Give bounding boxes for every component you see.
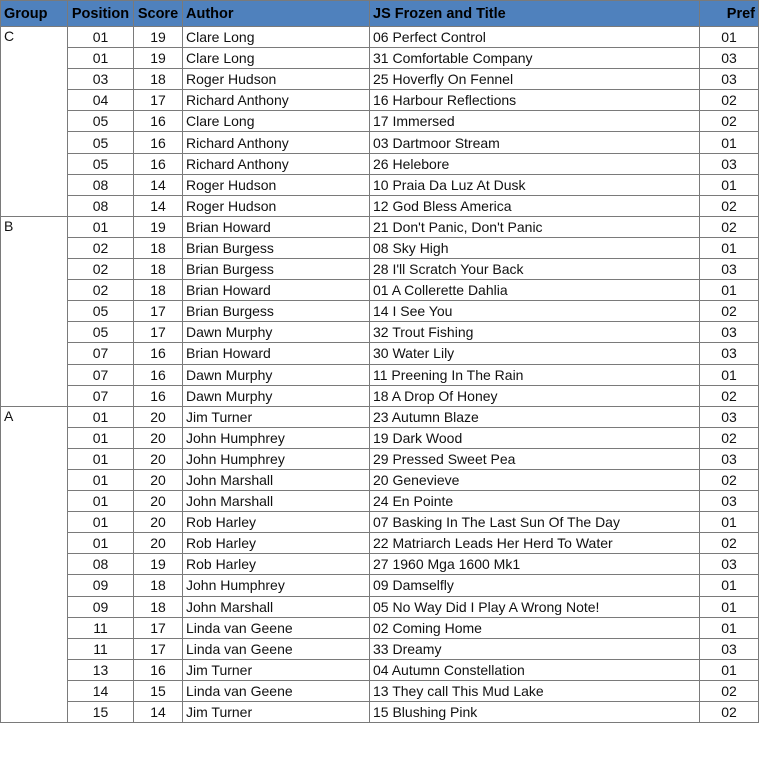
cell-score: 20: [134, 448, 183, 469]
cell-position: 01: [68, 448, 134, 469]
cell-title: 16 Harbour Reflections: [370, 90, 700, 111]
cell-author: Clare Long: [183, 27, 370, 48]
cell-pref: 01: [700, 280, 759, 301]
cell-position: 01: [68, 533, 134, 554]
cell-author: Brian Burgess: [183, 301, 370, 322]
cell-group: [1, 153, 68, 174]
cell-author: John Marshall: [183, 596, 370, 617]
cell-author: Roger Hudson: [183, 174, 370, 195]
cell-title: 30 Water Lily: [370, 343, 700, 364]
cell-group: B: [1, 216, 68, 237]
cell-score: 20: [134, 406, 183, 427]
cell-position: 08: [68, 174, 134, 195]
cell-score: 16: [134, 343, 183, 364]
cell-group: [1, 596, 68, 617]
cell-author: Brian Howard: [183, 280, 370, 301]
cell-pref: 02: [700, 216, 759, 237]
cell-author: Rob Harley: [183, 554, 370, 575]
cell-pref: 02: [700, 195, 759, 216]
cell-group: [1, 469, 68, 490]
cell-pref: 02: [700, 427, 759, 448]
table-row: [1, 617, 759, 638]
cell-position: 07: [68, 364, 134, 385]
cell-pref: 02: [700, 680, 759, 701]
cell-group: [1, 680, 68, 701]
cell-title: 26 Helebore: [370, 153, 700, 174]
cell-author: Richard Anthony: [183, 153, 370, 174]
cell-group: C: [1, 27, 68, 48]
cell-title: 02 Coming Home: [370, 617, 700, 638]
cell-author: John Humphrey: [183, 575, 370, 596]
cell-author: Brian Burgess: [183, 259, 370, 280]
cell-score: 17: [134, 301, 183, 322]
cell-pref: 03: [700, 448, 759, 469]
table-row: [1, 322, 759, 343]
cell-pref: 02: [700, 301, 759, 322]
header-position: Position: [68, 1, 134, 27]
cell-title: 10 Praia Da Luz At Dusk: [370, 174, 700, 195]
table-row: [1, 280, 759, 301]
table-row: [1, 638, 759, 659]
cell-pref: 02: [700, 533, 759, 554]
cell-pref: 01: [700, 512, 759, 533]
table-row: [1, 469, 759, 490]
cell-group: [1, 259, 68, 280]
cell-pref: 01: [700, 174, 759, 195]
cell-author: Dawn Murphy: [183, 322, 370, 343]
cell-pref: 01: [700, 575, 759, 596]
cell-score: 17: [134, 322, 183, 343]
cell-title: 25 Hoverfly On Fennel: [370, 69, 700, 90]
cell-position: 11: [68, 638, 134, 659]
cell-score: 18: [134, 259, 183, 280]
cell-pref: 02: [700, 111, 759, 132]
table-row: [1, 27, 759, 48]
table-row: [1, 364, 759, 385]
cell-score: 16: [134, 132, 183, 153]
cell-score: 16: [134, 111, 183, 132]
cell-group: [1, 512, 68, 533]
table-row: [1, 174, 759, 195]
cell-group: [1, 132, 68, 153]
cell-pref: 02: [700, 702, 759, 723]
cell-pref: 03: [700, 153, 759, 174]
cell-group: [1, 237, 68, 258]
cell-score: 18: [134, 69, 183, 90]
cell-title: 15 Blushing Pink: [370, 702, 700, 723]
table-row: [1, 448, 759, 469]
table-row: [1, 575, 759, 596]
cell-author: Richard Anthony: [183, 132, 370, 153]
cell-group: [1, 301, 68, 322]
cell-position: 01: [68, 406, 134, 427]
cell-group: [1, 69, 68, 90]
cell-position: 05: [68, 111, 134, 132]
cell-position: 04: [68, 90, 134, 111]
cell-position: 02: [68, 259, 134, 280]
cell-author: Brian Howard: [183, 343, 370, 364]
cell-title: 32 Trout Fishing: [370, 322, 700, 343]
table-row: [1, 554, 759, 575]
cell-position: 09: [68, 596, 134, 617]
cell-group: [1, 322, 68, 343]
cell-author: John Marshall: [183, 491, 370, 512]
cell-position: 01: [68, 512, 134, 533]
cell-pref: 01: [700, 237, 759, 258]
cell-position: 01: [68, 216, 134, 237]
cell-position: 03: [68, 69, 134, 90]
cell-position: 02: [68, 237, 134, 258]
table-row: [1, 512, 759, 533]
cell-pref: 03: [700, 406, 759, 427]
cell-score: 19: [134, 27, 183, 48]
cell-pref: 01: [700, 364, 759, 385]
cell-author: Dawn Murphy: [183, 364, 370, 385]
table-body: [1, 27, 759, 723]
cell-position: 07: [68, 385, 134, 406]
cell-score: 16: [134, 153, 183, 174]
cell-pref: 01: [700, 617, 759, 638]
cell-group: [1, 195, 68, 216]
table-row: [1, 680, 759, 701]
table-row: [1, 702, 759, 723]
cell-position: 01: [68, 491, 134, 512]
cell-author: Brian Howard: [183, 216, 370, 237]
cell-group: [1, 385, 68, 406]
cell-title: 27 1960 Mga 1600 Mk1: [370, 554, 700, 575]
cell-author: John Humphrey: [183, 427, 370, 448]
cell-score: 17: [134, 90, 183, 111]
cell-title: 22 Matriarch Leads Her Herd To Water: [370, 533, 700, 554]
cell-pref: 01: [700, 596, 759, 617]
cell-author: Rob Harley: [183, 512, 370, 533]
cell-score: 18: [134, 596, 183, 617]
table-row: [1, 195, 759, 216]
cell-position: 01: [68, 469, 134, 490]
table-row: [1, 216, 759, 237]
table-row: [1, 237, 759, 258]
header-title: JS Frozen and Title: [370, 1, 700, 27]
table-row: [1, 259, 759, 280]
cell-author: John Marshall: [183, 469, 370, 490]
cell-position: 11: [68, 617, 134, 638]
table-row: [1, 533, 759, 554]
header-group: Group: [1, 1, 68, 27]
cell-group: [1, 638, 68, 659]
header-author: Author: [183, 1, 370, 27]
table-row: [1, 343, 759, 364]
cell-score: 19: [134, 554, 183, 575]
table-row: [1, 659, 759, 680]
cell-score: 20: [134, 491, 183, 512]
cell-score: 17: [134, 617, 183, 638]
cell-position: 08: [68, 195, 134, 216]
cell-pref: 03: [700, 322, 759, 343]
cell-title: 08 Sky High: [370, 237, 700, 258]
cell-title: 09 Damselfly: [370, 575, 700, 596]
cell-pref: 03: [700, 343, 759, 364]
cell-score: 20: [134, 427, 183, 448]
table-row: [1, 111, 759, 132]
cell-position: 14: [68, 680, 134, 701]
cell-position: 05: [68, 322, 134, 343]
cell-title: 01 A Collerette Dahlia: [370, 280, 700, 301]
cell-title: 19 Dark Wood: [370, 427, 700, 448]
cell-author: Linda van Geene: [183, 638, 370, 659]
cell-pref: 03: [700, 48, 759, 69]
cell-position: 01: [68, 48, 134, 69]
header-pref: Pref: [700, 1, 759, 27]
cell-group: A: [1, 406, 68, 427]
cell-author: Clare Long: [183, 48, 370, 69]
cell-score: 14: [134, 195, 183, 216]
cell-pref: 03: [700, 69, 759, 90]
cell-author: Jim Turner: [183, 406, 370, 427]
cell-author: Clare Long: [183, 111, 370, 132]
cell-title: 23 Autumn Blaze: [370, 406, 700, 427]
cell-title: 18 A Drop Of Honey: [370, 385, 700, 406]
table-row: [1, 491, 759, 512]
header-row: [1, 1, 759, 27]
cell-author: Linda van Geene: [183, 680, 370, 701]
cell-title: 20 Genevieve: [370, 469, 700, 490]
cell-score: 18: [134, 575, 183, 596]
cell-position: 05: [68, 153, 134, 174]
cell-group: [1, 491, 68, 512]
table-row: [1, 596, 759, 617]
cell-title: 21 Don't Panic, Don't Panic: [370, 216, 700, 237]
cell-position: 05: [68, 132, 134, 153]
cell-pref: 03: [700, 638, 759, 659]
cell-score: 16: [134, 385, 183, 406]
cell-author: Brian Burgess: [183, 237, 370, 258]
cell-title: 06 Perfect Control: [370, 27, 700, 48]
cell-score: 20: [134, 533, 183, 554]
cell-title: 33 Dreamy: [370, 638, 700, 659]
cell-group: [1, 617, 68, 638]
cell-group: [1, 343, 68, 364]
header-score: Score: [134, 1, 183, 27]
cell-pref: 01: [700, 659, 759, 680]
cell-pref: 02: [700, 90, 759, 111]
cell-score: 18: [134, 237, 183, 258]
cell-author: Linda van Geene: [183, 617, 370, 638]
table-row: [1, 69, 759, 90]
cell-score: 18: [134, 280, 183, 301]
cell-group: [1, 174, 68, 195]
cell-group: [1, 427, 68, 448]
cell-author: Dawn Murphy: [183, 385, 370, 406]
cell-position: 08: [68, 554, 134, 575]
cell-group: [1, 533, 68, 554]
cell-group: [1, 702, 68, 723]
cell-score: 15: [134, 680, 183, 701]
cell-author: Roger Hudson: [183, 195, 370, 216]
cell-author: Roger Hudson: [183, 69, 370, 90]
cell-title: 05 No Way Did I Play A Wrong Note!: [370, 596, 700, 617]
cell-position: 02: [68, 280, 134, 301]
cell-score: 16: [134, 364, 183, 385]
cell-pref: 01: [700, 132, 759, 153]
cell-title: 11 Preening In The Rain: [370, 364, 700, 385]
table-row: [1, 406, 759, 427]
cell-author: Richard Anthony: [183, 90, 370, 111]
cell-group: [1, 280, 68, 301]
cell-title: 29 Pressed Sweet Pea: [370, 448, 700, 469]
cell-pref: 03: [700, 259, 759, 280]
table-row: [1, 153, 759, 174]
cell-title: 31 Comfortable Company: [370, 48, 700, 69]
cell-pref: 02: [700, 385, 759, 406]
cell-title: 14 I See You: [370, 301, 700, 322]
cell-pref: 02: [700, 469, 759, 490]
cell-group: [1, 90, 68, 111]
table-row: [1, 48, 759, 69]
cell-position: 13: [68, 659, 134, 680]
cell-score: 16: [134, 659, 183, 680]
cell-position: 01: [68, 427, 134, 448]
cell-score: 20: [134, 512, 183, 533]
cell-position: 05: [68, 301, 134, 322]
table-row: [1, 427, 759, 448]
cell-group: [1, 554, 68, 575]
cell-group: [1, 364, 68, 385]
cell-title: 28 I'll Scratch Your Back: [370, 259, 700, 280]
cell-title: 17 Immersed: [370, 111, 700, 132]
cell-author: Jim Turner: [183, 659, 370, 680]
cell-score: 19: [134, 216, 183, 237]
cell-title: 03 Dartmoor Stream: [370, 132, 700, 153]
cell-title: 24 En Pointe: [370, 491, 700, 512]
cell-score: 20: [134, 469, 183, 490]
cell-title: 13 They call This Mud Lake: [370, 680, 700, 701]
cell-group: [1, 575, 68, 596]
cell-position: 07: [68, 343, 134, 364]
cell-author: Rob Harley: [183, 533, 370, 554]
cell-pref: 03: [700, 491, 759, 512]
table-row: [1, 132, 759, 153]
table-row: [1, 301, 759, 322]
cell-group: [1, 448, 68, 469]
cell-group: [1, 111, 68, 132]
cell-score: 17: [134, 638, 183, 659]
cell-group: [1, 659, 68, 680]
cell-title: 07 Basking In The Last Sun Of The Day: [370, 512, 700, 533]
cell-score: 19: [134, 48, 183, 69]
cell-score: 14: [134, 702, 183, 723]
table-row: [1, 385, 759, 406]
cell-title: 04 Autumn Constellation: [370, 659, 700, 680]
cell-pref: 01: [700, 27, 759, 48]
cell-position: 15: [68, 702, 134, 723]
cell-score: 14: [134, 174, 183, 195]
cell-pref: 03: [700, 554, 759, 575]
cell-position: 09: [68, 575, 134, 596]
cell-group: [1, 48, 68, 69]
cell-author: Jim Turner: [183, 702, 370, 723]
table-row: [1, 90, 759, 111]
cell-author: John Humphrey: [183, 448, 370, 469]
cell-title: 12 God Bless America: [370, 195, 700, 216]
cell-position: 01: [68, 27, 134, 48]
